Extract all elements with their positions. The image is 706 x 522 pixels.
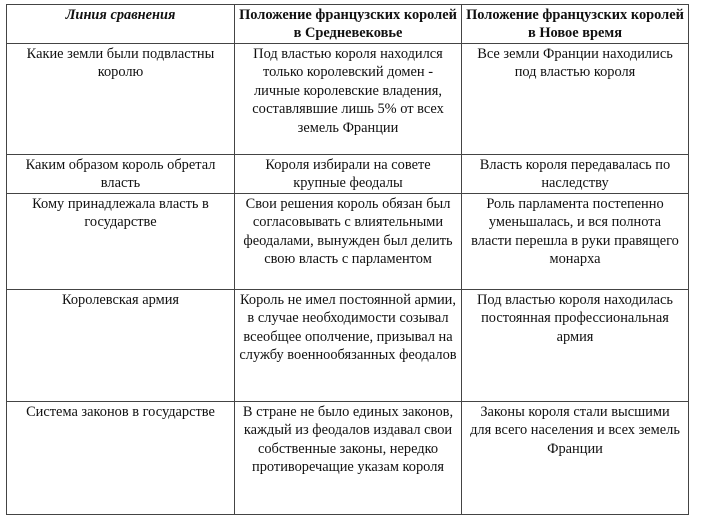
row-criterion: Система законов в государстве	[7, 401, 235, 514]
row-modern: Власть короля передавалась по наследству	[462, 155, 689, 194]
row-medieval: В стране не было единых законов, каждый из феодалов издавал свои собственные законы, нередко противоречащие указам короля	[235, 401, 462, 514]
table-row	[7, 289, 689, 401]
row-modern: Под властью короля находилась постоянная профессиональная армия	[462, 289, 689, 401]
row-medieval: Король не имел постоянной армии, в случае необходимости созывал всеобщее ополчение, призывал на службу военнообязанных феодалов	[235, 289, 462, 401]
comparison-table	[6, 4, 689, 515]
table-row	[7, 44, 689, 155]
row-modern: Законы короля стали высшими для всего населения и всех земель Франции	[462, 401, 689, 514]
header-row	[7, 5, 689, 44]
row-medieval: Свои решения король обязан был согласовывать с влиятельными феодалами, вынужден был делить свою власть с парламентом	[235, 193, 462, 289]
header-medieval: Положение французских королей в Средневековье	[235, 5, 462, 44]
row-criterion: Королевская армия	[7, 289, 235, 401]
table-row	[7, 155, 689, 194]
row-criterion: Кому принадлежала власть в государстве	[7, 193, 235, 289]
row-medieval: Короля избирали на совете крупные феодалы	[235, 155, 462, 194]
header-modern: Положение французских королей в Новое время	[462, 5, 689, 44]
header-comparison-line: Линия сравнения	[7, 5, 235, 44]
row-medieval: Под властью короля находился только королевский домен - личные королевские владения, составлявшие лишь 5% от всех земель Франции	[235, 44, 462, 155]
row-criterion: Каким образом король обретал власть	[7, 155, 235, 194]
row-criterion: Какие земли были подвластны королю	[7, 44, 235, 155]
table-row	[7, 193, 689, 289]
row-modern: Роль парламента постепенно уменьшалась, и вся полнота власти перешла в руки правящего монарха	[462, 193, 689, 289]
row-modern: Все земли Франции находились под властью короля	[462, 44, 689, 155]
table-row	[7, 401, 689, 514]
